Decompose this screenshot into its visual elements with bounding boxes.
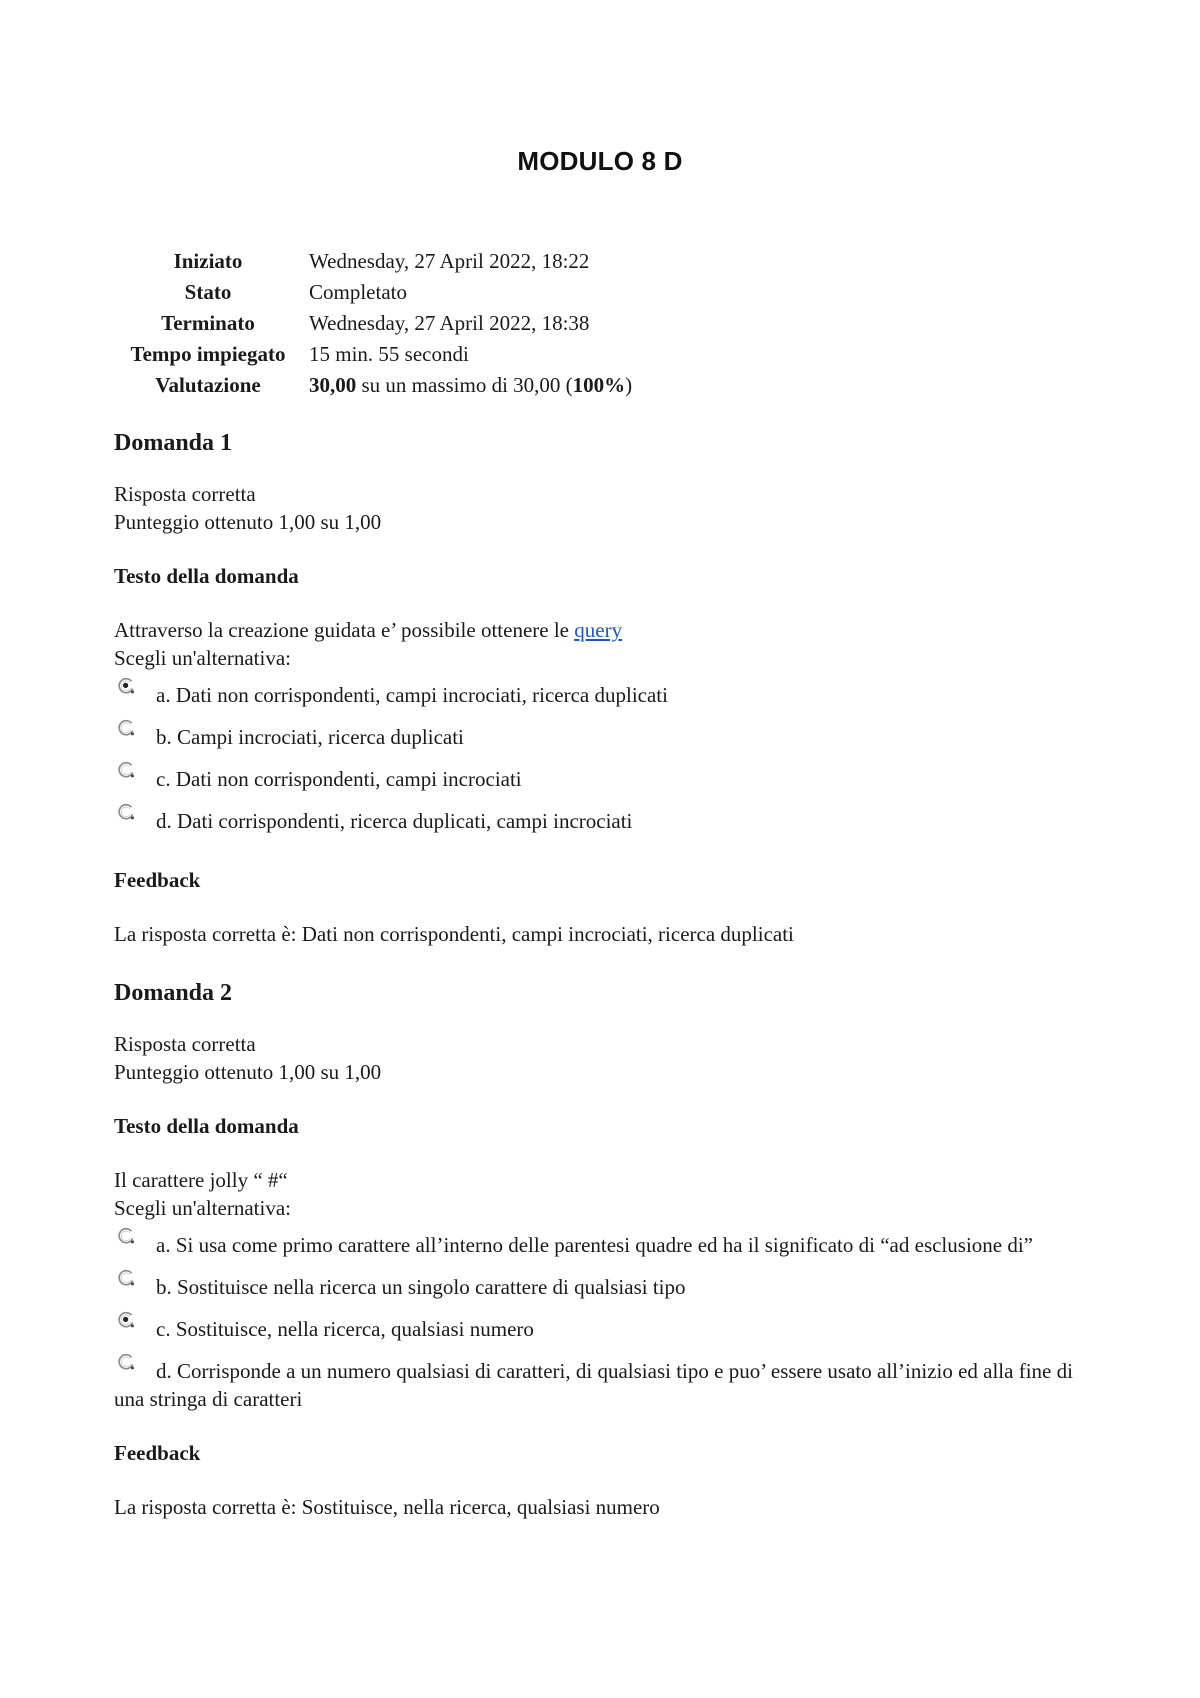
answer-option-b[interactable] — [114, 723, 1104, 756]
option-letter: d. — [156, 809, 172, 833]
option-letter: c. — [156, 767, 171, 791]
question-points: Punteggio ottenuto 1,00 su 1,00 — [114, 510, 382, 534]
radio-checked-icon[interactable] — [116, 676, 136, 696]
question-heading: Domanda 2 — [114, 980, 233, 1006]
question-text: Il carattere jolly “ #“ — [114, 1168, 288, 1192]
answer-option-a[interactable] — [114, 1231, 1104, 1264]
radio-checked-icon[interactable] — [116, 1310, 136, 1330]
question-text-prefix: Attraverso la creazione guidata e’ possibile ottenere le — [114, 618, 575, 642]
option-letter: c. — [156, 1317, 171, 1341]
option-letter: a. — [156, 683, 171, 707]
answer-option-c[interactable] — [114, 1315, 1104, 1348]
answer-options — [114, 681, 1104, 840]
grade-close: ) — [625, 373, 633, 397]
radio-unchecked-icon[interactable] — [116, 802, 136, 822]
answer-option-d[interactable] — [114, 807, 1104, 840]
page-title: MODULO 8 D — [517, 146, 683, 176]
question-2 — [114, 978, 1104, 1521]
question-1 — [114, 428, 1104, 948]
radio-unchecked-icon[interactable] — [116, 718, 136, 738]
grade-percent: 100% — [572, 373, 626, 397]
question-text-heading: Testo della domanda — [114, 1114, 299, 1138]
question-status — [114, 480, 1104, 536]
questions-content — [114, 428, 1104, 1521]
choose-instruction: Scegli un'alternativa: — [114, 646, 291, 670]
summary-row-time-taken — [113, 339, 632, 370]
summary-value: Wednesday, 27 April 2022, 18:22 — [309, 249, 590, 273]
option-text: Si usa come primo carattere all’interno delle parentesi quadre ed ha il significato di “ad esclusione di” — [175, 1233, 1034, 1257]
summary-row-state — [113, 277, 632, 308]
answer-option-c[interactable] — [114, 765, 1104, 798]
question-text-heading: Testo della domanda — [114, 564, 299, 588]
question-text — [114, 616, 1104, 644]
question-prompt — [114, 616, 1104, 672]
grade-max: su un massimo di 30,00 ( — [356, 373, 573, 397]
summary-label: Iniziato — [173, 249, 243, 273]
feedback-heading: Feedback — [114, 1441, 201, 1465]
feedback-heading: Feedback — [114, 868, 201, 892]
question-state: Risposta corretta — [114, 1032, 256, 1056]
feedback-text: La risposta corretta è: Sostituisce, nella ricerca, qualsiasi numero — [114, 1495, 660, 1519]
radio-unchecked-icon[interactable] — [116, 1352, 136, 1372]
answer-option-b[interactable] — [114, 1273, 1104, 1306]
summary-label: Valutazione — [155, 373, 261, 397]
summary-row-completed — [113, 308, 632, 339]
option-text: Sostituisce nella ricerca un singolo carattere di qualsiasi tipo — [177, 1275, 686, 1299]
summary-label: Tempo impiegato — [130, 342, 286, 366]
option-text: Sostituisce, nella ricerca, qualsiasi numero — [175, 1317, 534, 1341]
radio-unchecked-icon[interactable] — [116, 1268, 136, 1288]
summary-value: Completato — [309, 280, 407, 304]
summary-value: 15 min. 55 secondi — [309, 342, 469, 366]
question-prompt — [114, 1166, 1104, 1222]
radio-unchecked-icon[interactable] — [116, 1226, 136, 1246]
answer-options — [114, 1231, 1104, 1413]
option-letter: a. — [156, 1233, 171, 1257]
feedback-text: La risposta corretta è: Dati non corrispondenti, campi incrociati, ricerca duplicati — [114, 922, 794, 946]
option-text: Corrisponde a un numero qualsiasi di caratteri, di qualsiasi tipo e puo’ essere usato all’inizio ed alla fine di una stringa di caratteri — [114, 1359, 1073, 1411]
summary-value: Wednesday, 27 April 2022, 18:38 — [309, 311, 590, 335]
summary-row-started — [113, 246, 632, 277]
summary-label: Stato — [184, 280, 232, 304]
grade-value — [309, 370, 632, 401]
option-letter: d. — [156, 1359, 172, 1383]
answer-option-d[interactable] — [114, 1357, 1104, 1413]
question-status — [114, 1030, 1104, 1086]
summary-label: Terminato — [161, 311, 255, 335]
option-letter: b. — [156, 725, 172, 749]
question-points: Punteggio ottenuto 1,00 su 1,00 — [114, 1060, 382, 1084]
option-text: Dati corrispondenti, ricerca duplicati, campi incrociati — [177, 809, 633, 833]
option-letter: b. — [156, 1275, 172, 1299]
question-state: Risposta corretta — [114, 482, 256, 506]
option-text: Dati non corrispondenti, campi incrociati — [175, 767, 522, 791]
attempt-summary-table — [113, 246, 632, 401]
radio-unchecked-icon[interactable] — [116, 760, 136, 780]
grade-score: 30,00 — [309, 373, 357, 397]
summary-row-grade — [113, 370, 632, 401]
answer-option-a[interactable] — [114, 681, 1104, 714]
choose-instruction: Scegli un'alternativa: — [114, 1196, 291, 1220]
option-text: Campi incrociati, ricerca duplicati — [177, 725, 464, 749]
question-heading: Domanda 1 — [114, 430, 233, 456]
glossary-link-query[interactable]: query — [574, 618, 623, 642]
option-text: Dati non corrispondenti, campi incrociati, ricerca duplicati — [175, 683, 668, 707]
